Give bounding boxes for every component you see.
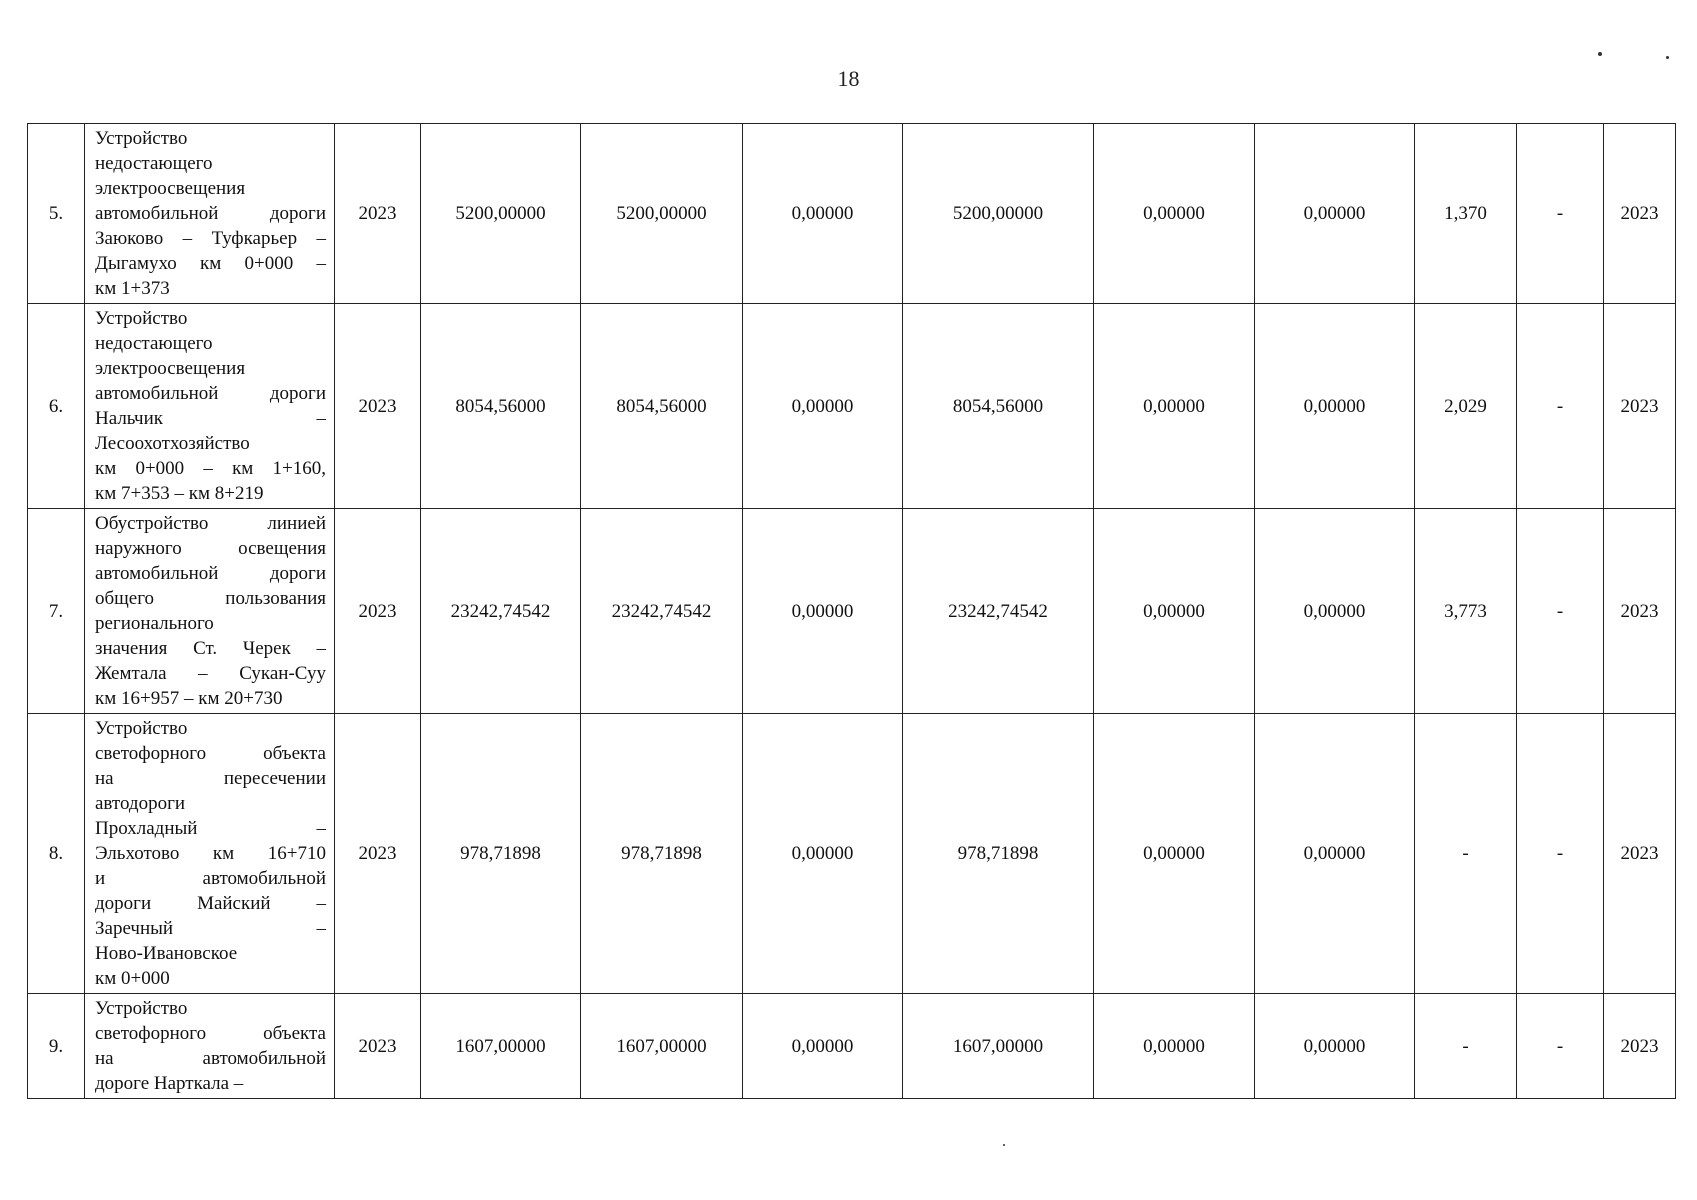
description-line: недостающего [95, 153, 213, 174]
total-amount-cell: 8054,56000 [421, 304, 581, 509]
row-number-cell: 5. [28, 124, 85, 304]
year-cell: 2023 [335, 304, 421, 509]
amount-cell: 0,00000 [1094, 714, 1255, 994]
description-line: на пересечении [95, 768, 326, 789]
completion-year-cell: 2023 [1604, 304, 1676, 509]
amount-cell: 0,00000 [1094, 509, 1255, 714]
length-km-cell: 1,370 [1415, 124, 1517, 304]
description-line: и автомобильной [95, 868, 326, 889]
works-table [27, 123, 1676, 1099]
amount-cell: 0,00000 [743, 509, 903, 714]
row-number-cell: 9. [28, 994, 85, 1099]
year-cell: 2023 [335, 714, 421, 994]
completion-year-cell: 2023 [1604, 124, 1676, 304]
description-line: общего пользования [95, 588, 326, 609]
row-number-cell: 8. [28, 714, 85, 994]
length-km-cell: 2,029 [1415, 304, 1517, 509]
amount-cell: 8054,56000 [581, 304, 743, 509]
year-cell: 2023 [335, 994, 421, 1099]
amount-cell: 0,00000 [1255, 994, 1415, 1099]
scan-speck [1598, 52, 1602, 56]
description-line: автомобильной дороги [95, 203, 326, 224]
description-cell [85, 994, 335, 1099]
value-cell: - [1517, 994, 1604, 1099]
description-line: Эльхотово км 16+710 [95, 843, 326, 864]
table-body [28, 124, 1676, 1099]
total-amount-cell: 1607,00000 [421, 994, 581, 1099]
description-line: Жемтала – Сукан-Суу [95, 663, 326, 684]
description-line: км 1+373 [95, 278, 170, 299]
completion-year-cell: 2023 [1604, 714, 1676, 994]
amount-cell: 0,00000 [1094, 304, 1255, 509]
description-line: дороги Майский – [95, 893, 326, 914]
amount-cell: 0,00000 [1255, 509, 1415, 714]
description-cell [85, 714, 335, 994]
description-line: электроосвещения [95, 178, 246, 199]
description-line: светофорного объекта [95, 1023, 326, 1044]
amount-cell: 5200,00000 [903, 124, 1094, 304]
table-row [28, 124, 1676, 304]
row-number-cell: 6. [28, 304, 85, 509]
amount-cell: 1607,00000 [581, 994, 743, 1099]
description-line: автомобильной дороги [95, 563, 326, 584]
description-line: дороге Нарткала – [95, 1073, 244, 1094]
scan-speck [1666, 56, 1669, 59]
description-cell [85, 509, 335, 714]
description-line: км 7+353 – км 8+219 [95, 483, 264, 504]
description-line: Прохладный – [95, 818, 326, 839]
year-cell: 2023 [335, 124, 421, 304]
description-line: Дыгамухо км 0+000 – [95, 253, 326, 274]
total-amount-cell: 5200,00000 [421, 124, 581, 304]
amount-cell: 0,00000 [743, 994, 903, 1099]
completion-year-cell: 2023 [1604, 509, 1676, 714]
amount-cell: 23242,74542 [581, 509, 743, 714]
description-line: км 0+000 – км 1+160, [95, 458, 326, 479]
value-cell: - [1517, 714, 1604, 994]
description-line: регионального [95, 613, 214, 634]
page-number: 18 [837, 66, 860, 91]
value-cell: - [1517, 124, 1604, 304]
description-line: на автомобильной [95, 1048, 326, 1069]
description-line: Заюково – Туфкарьер – [95, 228, 326, 249]
description-cell [85, 124, 335, 304]
amount-cell: 0,00000 [1094, 124, 1255, 304]
description-line: автодороги [95, 793, 186, 814]
description-line: Нальчик – [95, 408, 326, 429]
amount-cell: 0,00000 [1255, 714, 1415, 994]
description-line: Устройство [95, 718, 188, 739]
amount-cell: 978,71898 [903, 714, 1094, 994]
description-line: недостающего [95, 333, 213, 354]
length-km-cell: - [1415, 994, 1517, 1099]
description-line: км 0+000 [95, 968, 170, 989]
description-line: км 16+957 – км 20+730 [95, 688, 283, 709]
amount-cell: 1607,00000 [903, 994, 1094, 1099]
description-cell [85, 304, 335, 509]
description-line: светофорного объекта [95, 743, 326, 764]
amount-cell: 0,00000 [743, 304, 903, 509]
amount-cell: 0,00000 [1255, 124, 1415, 304]
length-km-cell: 3,773 [1415, 509, 1517, 714]
row-number-cell: 7. [28, 509, 85, 714]
amount-cell: 978,71898 [581, 714, 743, 994]
description-line: Обустройство линией [95, 513, 326, 534]
table-row [28, 714, 1676, 994]
description-line: Устройство [95, 308, 188, 329]
year-cell: 2023 [335, 509, 421, 714]
amount-cell: 8054,56000 [903, 304, 1094, 509]
table-row [28, 509, 1676, 714]
description-line: автомобильной дороги [95, 383, 326, 404]
table-row [28, 304, 1676, 509]
description-line: Заречный – [95, 918, 326, 939]
total-amount-cell: 23242,74542 [421, 509, 581, 714]
amount-cell: 0,00000 [1094, 994, 1255, 1099]
amount-cell: 0,00000 [743, 714, 903, 994]
description-line: Лесоохотхозяйство [95, 433, 250, 454]
description-line: Устройство [95, 128, 188, 149]
table-row [28, 994, 1676, 1099]
description-line: наружного освещения [95, 538, 326, 559]
amount-cell: 23242,74542 [903, 509, 1094, 714]
completion-year-cell: 2023 [1604, 994, 1676, 1099]
description-line: значения Ст. Черек – [95, 638, 326, 659]
total-amount-cell: 978,71898 [421, 714, 581, 994]
description-line: Ново-Ивановское [95, 943, 238, 964]
length-km-cell: - [1415, 714, 1517, 994]
description-line: Устройство [95, 998, 188, 1019]
scan-speck [1003, 1144, 1005, 1146]
amount-cell: 5200,00000 [581, 124, 743, 304]
amount-cell: 0,00000 [743, 124, 903, 304]
value-cell: - [1517, 304, 1604, 509]
description-line: электроосвещения [95, 358, 246, 379]
amount-cell: 0,00000 [1255, 304, 1415, 509]
value-cell: - [1517, 509, 1604, 714]
